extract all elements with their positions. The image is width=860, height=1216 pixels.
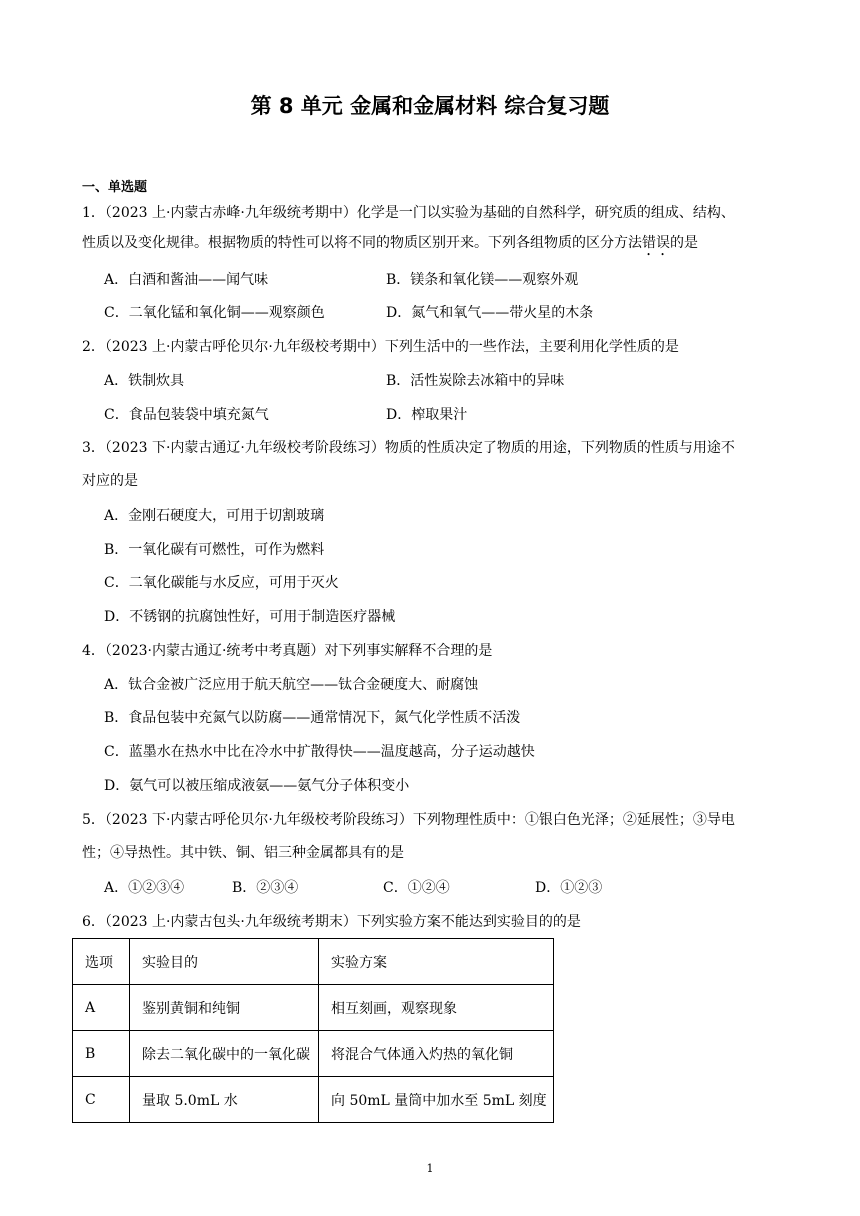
question-3-stem-line-2: 对应的是 — [82, 473, 138, 489]
question-1-emphasis: 错误 — [642, 235, 670, 251]
question-1-option-a: A．白酒和酱油——闻气味 — [104, 272, 269, 288]
table-cell: 将混合气体通入灼热的氧化铜 — [319, 1031, 554, 1077]
question-4-option-a: A．钛合金被广泛应用于航天航空——钛合金硬度大、耐腐蚀 — [104, 677, 479, 693]
page-title: 第 8 单元 金属和金属材料 综合复习题 — [250, 94, 610, 118]
question-1-stem-tail: 的是 — [670, 235, 698, 251]
question-1-stem-line-1: 1．（2023 上·内蒙古赤峰·九年级统考期中）化学是一门以实验为基础的自然科学，研究质的组成、结构、 — [82, 205, 735, 221]
question-3-option-c: C．二氧化碳能与水反应，可用于灭火 — [104, 575, 339, 591]
question-5-option-a: A．①②③④ — [104, 880, 185, 896]
table-header-cell: 实验方案 — [319, 939, 554, 985]
question-5-option-b: B．②③④ — [232, 880, 299, 896]
question-2-option-a: A．铁制炊具 — [104, 373, 185, 389]
table-row — [73, 1077, 554, 1123]
table-cell: 鉴别黄铜和纯铜 — [130, 985, 319, 1031]
table-header-cell: 选项 — [73, 939, 130, 985]
question-5-option-d: D．①②③ — [535, 880, 603, 896]
question-1-option-d: D．氮气和氧气——带火星的木条 — [386, 305, 594, 321]
table-header-row — [73, 939, 554, 985]
question-4-option-b: B．食品包装中充氮气以防腐——通常情况下，氮气化学性质不活泼 — [104, 710, 521, 726]
table-cell: 向 50mL 量筒中加水至 5mL 刻度 — [319, 1077, 554, 1123]
table-cell: 相互刻画，观察现象 — [319, 985, 554, 1031]
question-6-table — [72, 938, 554, 1123]
question-1-option-b: B．镁条和氧化镁——观察外观 — [386, 272, 579, 288]
table-row — [73, 1031, 554, 1077]
question-3-option-d: D．不锈钢的抗腐蚀性好，可用于制造医疗器械 — [104, 609, 396, 625]
question-3-stem-line-1: 3．（2023 下·内蒙古通辽·九年级校考阶段练习）物质的性质决定了物质的用途，下列物质的性质与用途不 — [82, 440, 735, 456]
table-cell: B — [73, 1031, 130, 1077]
table-cell: C — [73, 1077, 130, 1123]
table-cell: 量取 5.0mL 水 — [130, 1077, 319, 1123]
section-heading: 一、单选题 — [82, 180, 148, 195]
question-1-stem-line-2 — [82, 233, 698, 259]
question-2-stem-line-1: 2．（2023 上·内蒙古呼伦贝尔·九年级校考期中）下列生活中的一些作法，主要利用化学性质的是 — [82, 339, 679, 355]
question-5-option-c: C．①②④ — [383, 880, 450, 896]
question-3-option-a: A．金刚石硬度大，可用于切割玻璃 — [104, 508, 325, 524]
table-header-cell: 实验目的 — [130, 939, 319, 985]
question-4-option-d: D．氨气可以被压缩成液氨——氨气分子体积变小 — [104, 778, 410, 794]
page-number: 1 — [426, 1162, 434, 1175]
table-cell: A — [73, 985, 130, 1031]
question-3-option-b: B．一氧化碳有可燃性，可作为燃料 — [104, 542, 325, 558]
table-cell: 除去二氧化碳中的一氧化碳 — [130, 1031, 319, 1077]
question-1-stem-text: 性质以及变化规律。根据物质的特性可以将不同的物质区别开来。下列各组物质的区分方法 — [82, 235, 642, 251]
question-5-stem-line-1: 5．（2023 下·内蒙古呼伦贝尔·九年级校考阶段练习）下列物理性质中：①银白色光泽；②延展性；③导电 — [82, 812, 735, 828]
question-6-stem-line-1: 6．（2023 上·内蒙古包头·九年级统考期末）下列实验方案不能达到实验目的的是 — [82, 914, 581, 930]
question-2-option-d: D．榨取果汁 — [386, 407, 468, 423]
question-2-option-c: C．食品包装袋中填充氮气 — [104, 407, 269, 423]
table-row — [73, 985, 554, 1031]
question-4-stem-line-1: 4．（2023·内蒙古通辽·统考中考真题）对下列事实解释不合理的是 — [82, 643, 493, 659]
question-4-option-c: C．蓝墨水在热水中比在冷水中扩散得快——温度越高，分子运动越快 — [104, 744, 535, 760]
question-2-option-b: B．活性炭除去冰箱中的异味 — [386, 373, 565, 389]
question-1-option-c: C．二氧化锰和氧化铜——观察颜色 — [104, 305, 325, 321]
question-5-stem-line-2: 性；④导热性。其中铁、铜、铝三种金属都具有的是 — [82, 845, 404, 861]
